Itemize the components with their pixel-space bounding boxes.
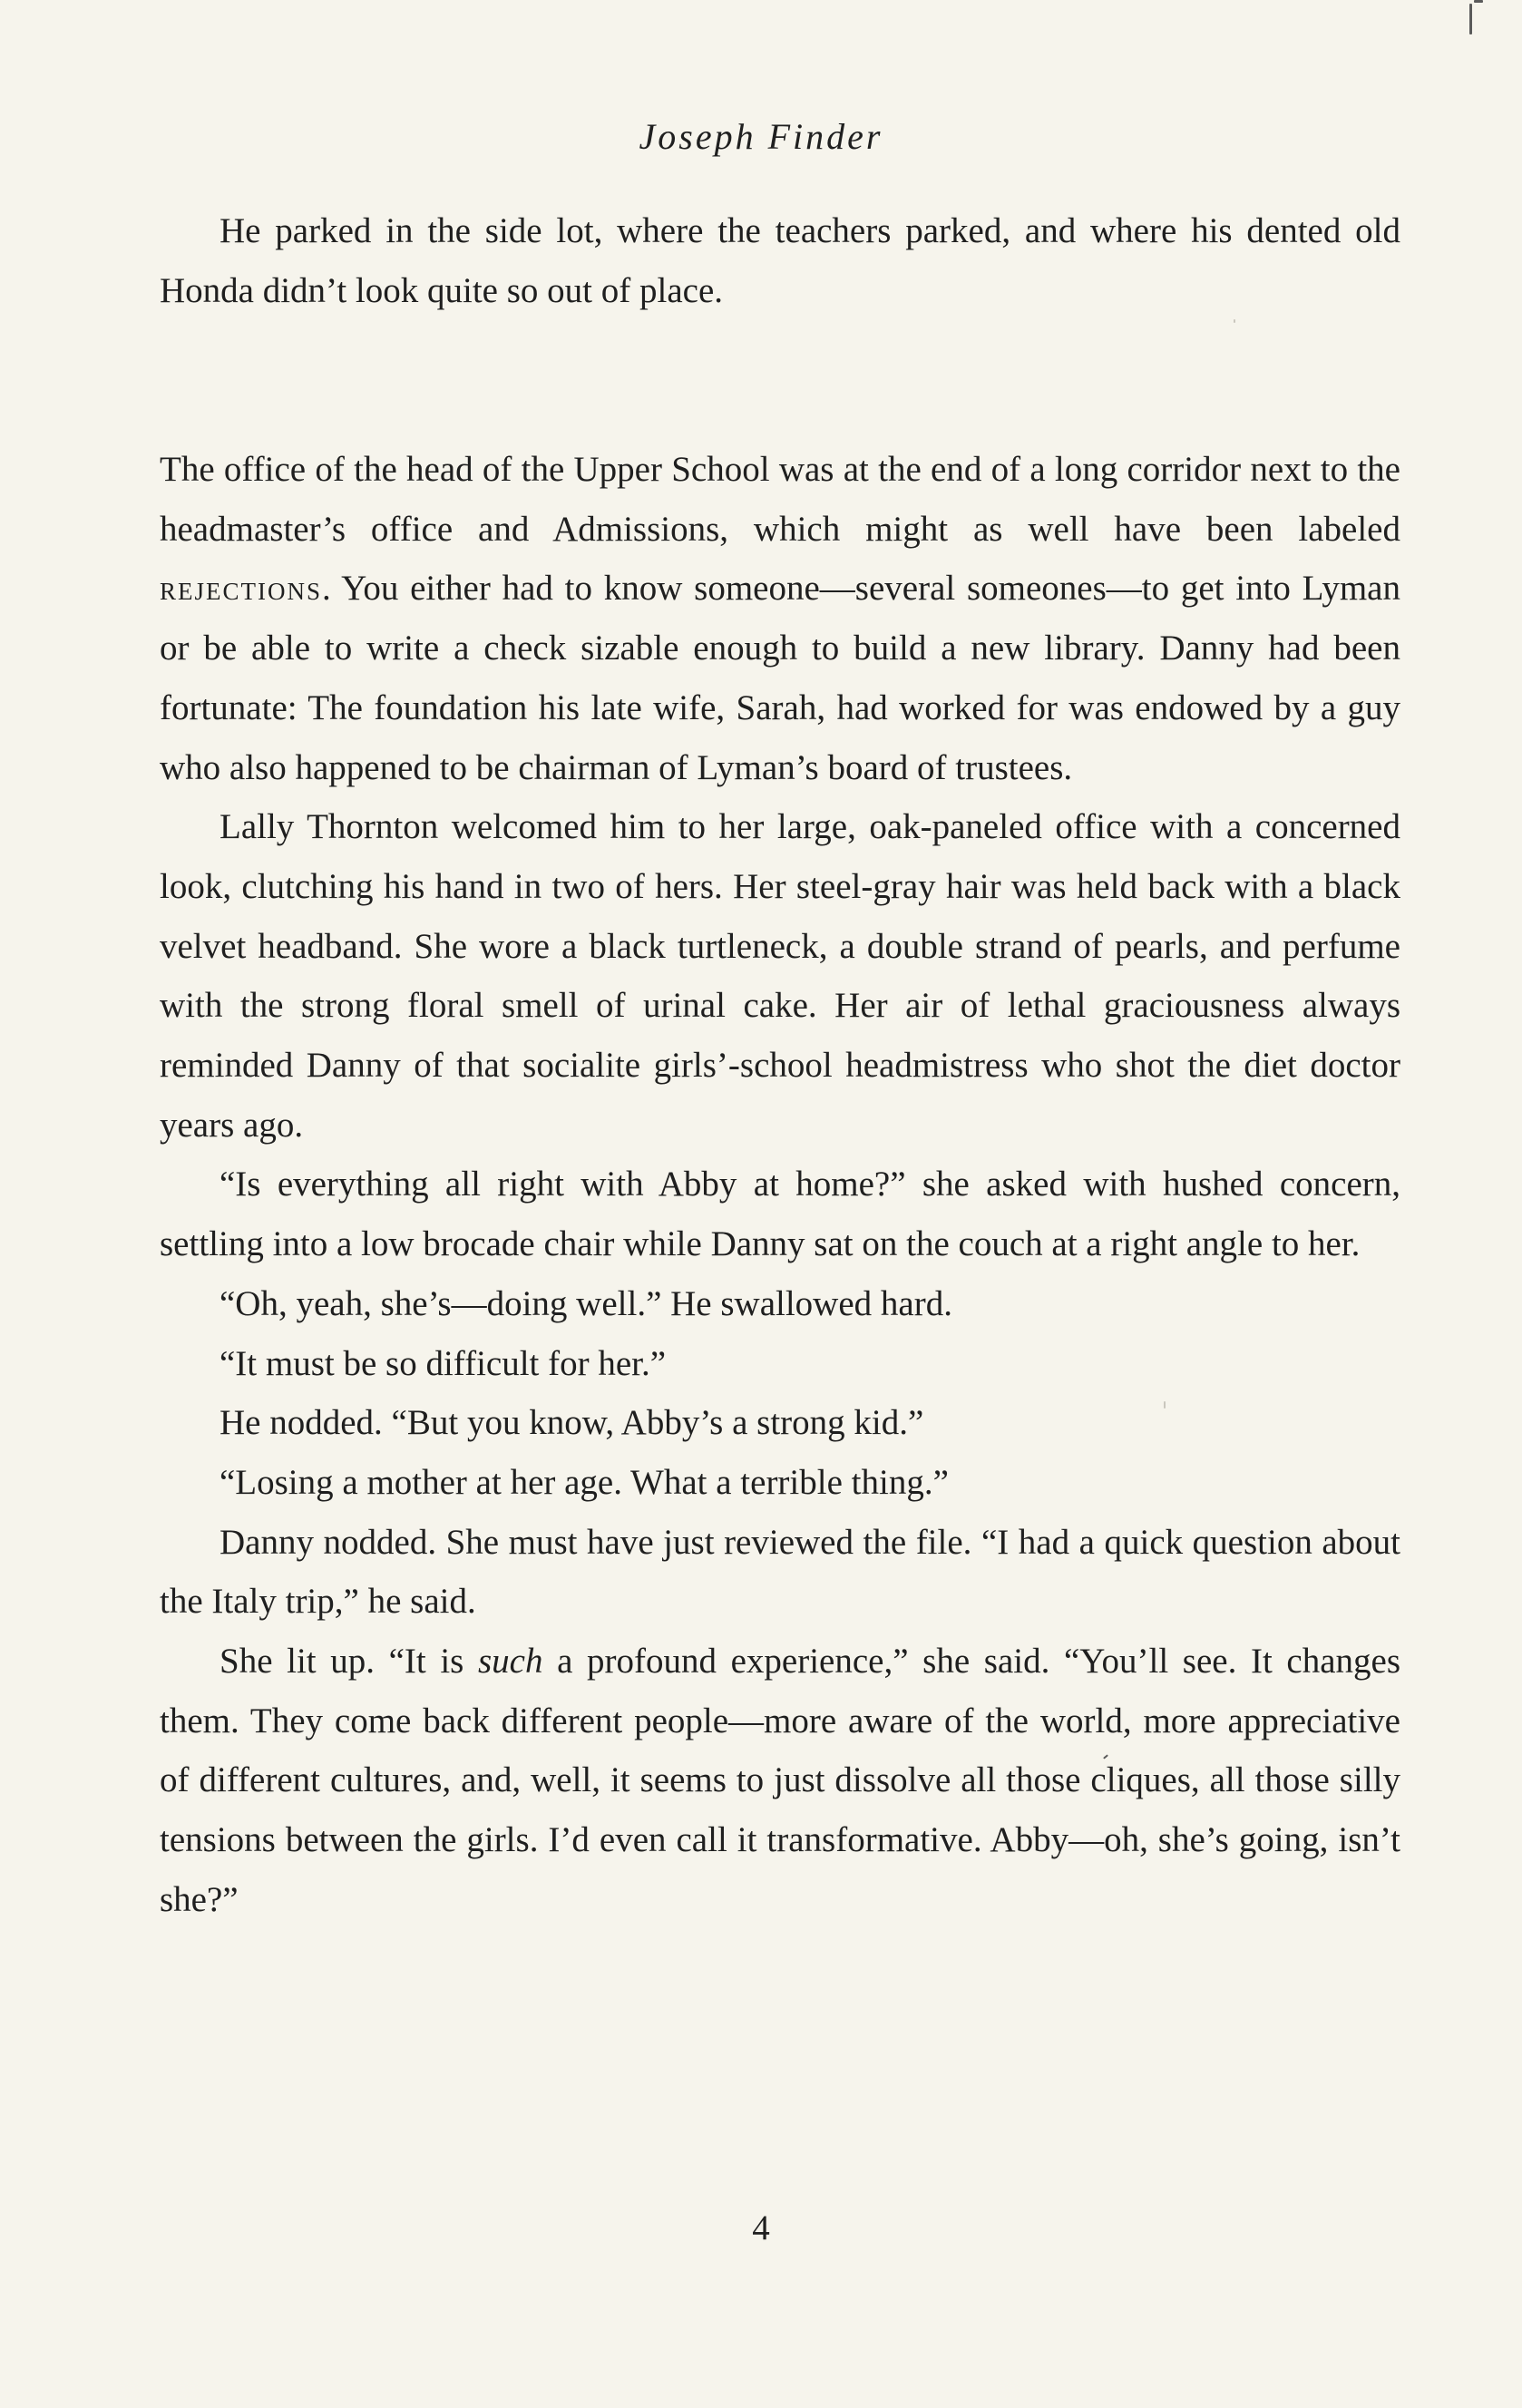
scan-mark xyxy=(1469,4,1472,34)
paragraph xyxy=(160,440,1400,797)
paragraph: Danny nodded. She must have just reviewed the file. “I had a quick question about the Italy trip,” he said. xyxy=(160,1522,1400,1622)
running-head: Joseph Finder xyxy=(639,116,883,157)
paragraph: “It must be so difficult for her.” xyxy=(220,1343,667,1383)
section-2 xyxy=(160,440,1400,1930)
paragraph: Lally Thornton welcomed him to her large, oak-paneled office with a concerned look, clutching his hand in two of hers. Her steel-gray hair was held back with a black velvet headband. She wore a black turtleneck, a double strand of pearls, and perfume with the strong floral smell of urinal cake. Her air of lethal graciousness always reminded Danny of that socialite girls’-school headmistress who shot the diet doctor years ago. xyxy=(160,807,1400,1145)
paragraph-text: . You either had to know someone—several someones—to get into Lyman or be able to write a check sizable enough to build a new library. Danny had been fortunate: The foundation his late wife, Sarah, had worked for was endowed by a guy who also happened to be chairman of Lyman’s board of trustees. xyxy=(160,569,1400,787)
paragraph: “Losing a mother at her age. What a terrible thing.” xyxy=(220,1462,949,1502)
paragraph-text: The office of the head of the Upper School was at the end of a long corridor next to the headmaster’s office and Admissions, which might as well have been labeled xyxy=(160,450,1400,549)
page-number: 4 xyxy=(752,2208,770,2247)
paragraph xyxy=(160,1632,1400,1930)
scan-mark xyxy=(1474,0,1483,3)
emphasis: such xyxy=(477,1642,543,1682)
paragraph: “Oh, yeah, she’s—doing well.” He swallowed hard. xyxy=(220,1283,952,1323)
scan-mark xyxy=(1164,1401,1166,1409)
paragraph-text: a profound experience,” she said. “You’ll see. It changes them. They come back different people—more aware of the world, more appreciative of different cultures, and, well, it seems to just dissolve all those cliques, all those silly tensions between the girls. I’d even call it transformative. Abby—oh, she’s going, isn’t she?” xyxy=(160,1642,1401,1919)
small-caps-word: rejections xyxy=(160,569,323,609)
paragraph-text: She lit up. “It is xyxy=(220,1642,478,1682)
paragraph: He nodded. “But you know, Abby’s a strong kid.” xyxy=(220,1403,924,1443)
paragraph: “Is everything all right with Abby at home?” she asked with hushed concern, settling into a low brocade chair while Danny sat on the couch at a right angle to her. xyxy=(160,1165,1400,1264)
scan-mark xyxy=(1234,319,1235,323)
paragraph: He parked in the side lot, where the teachers parked, and where his dented old Honda didn’t look quite so out of place. xyxy=(160,211,1400,310)
section-1 xyxy=(160,201,1400,320)
